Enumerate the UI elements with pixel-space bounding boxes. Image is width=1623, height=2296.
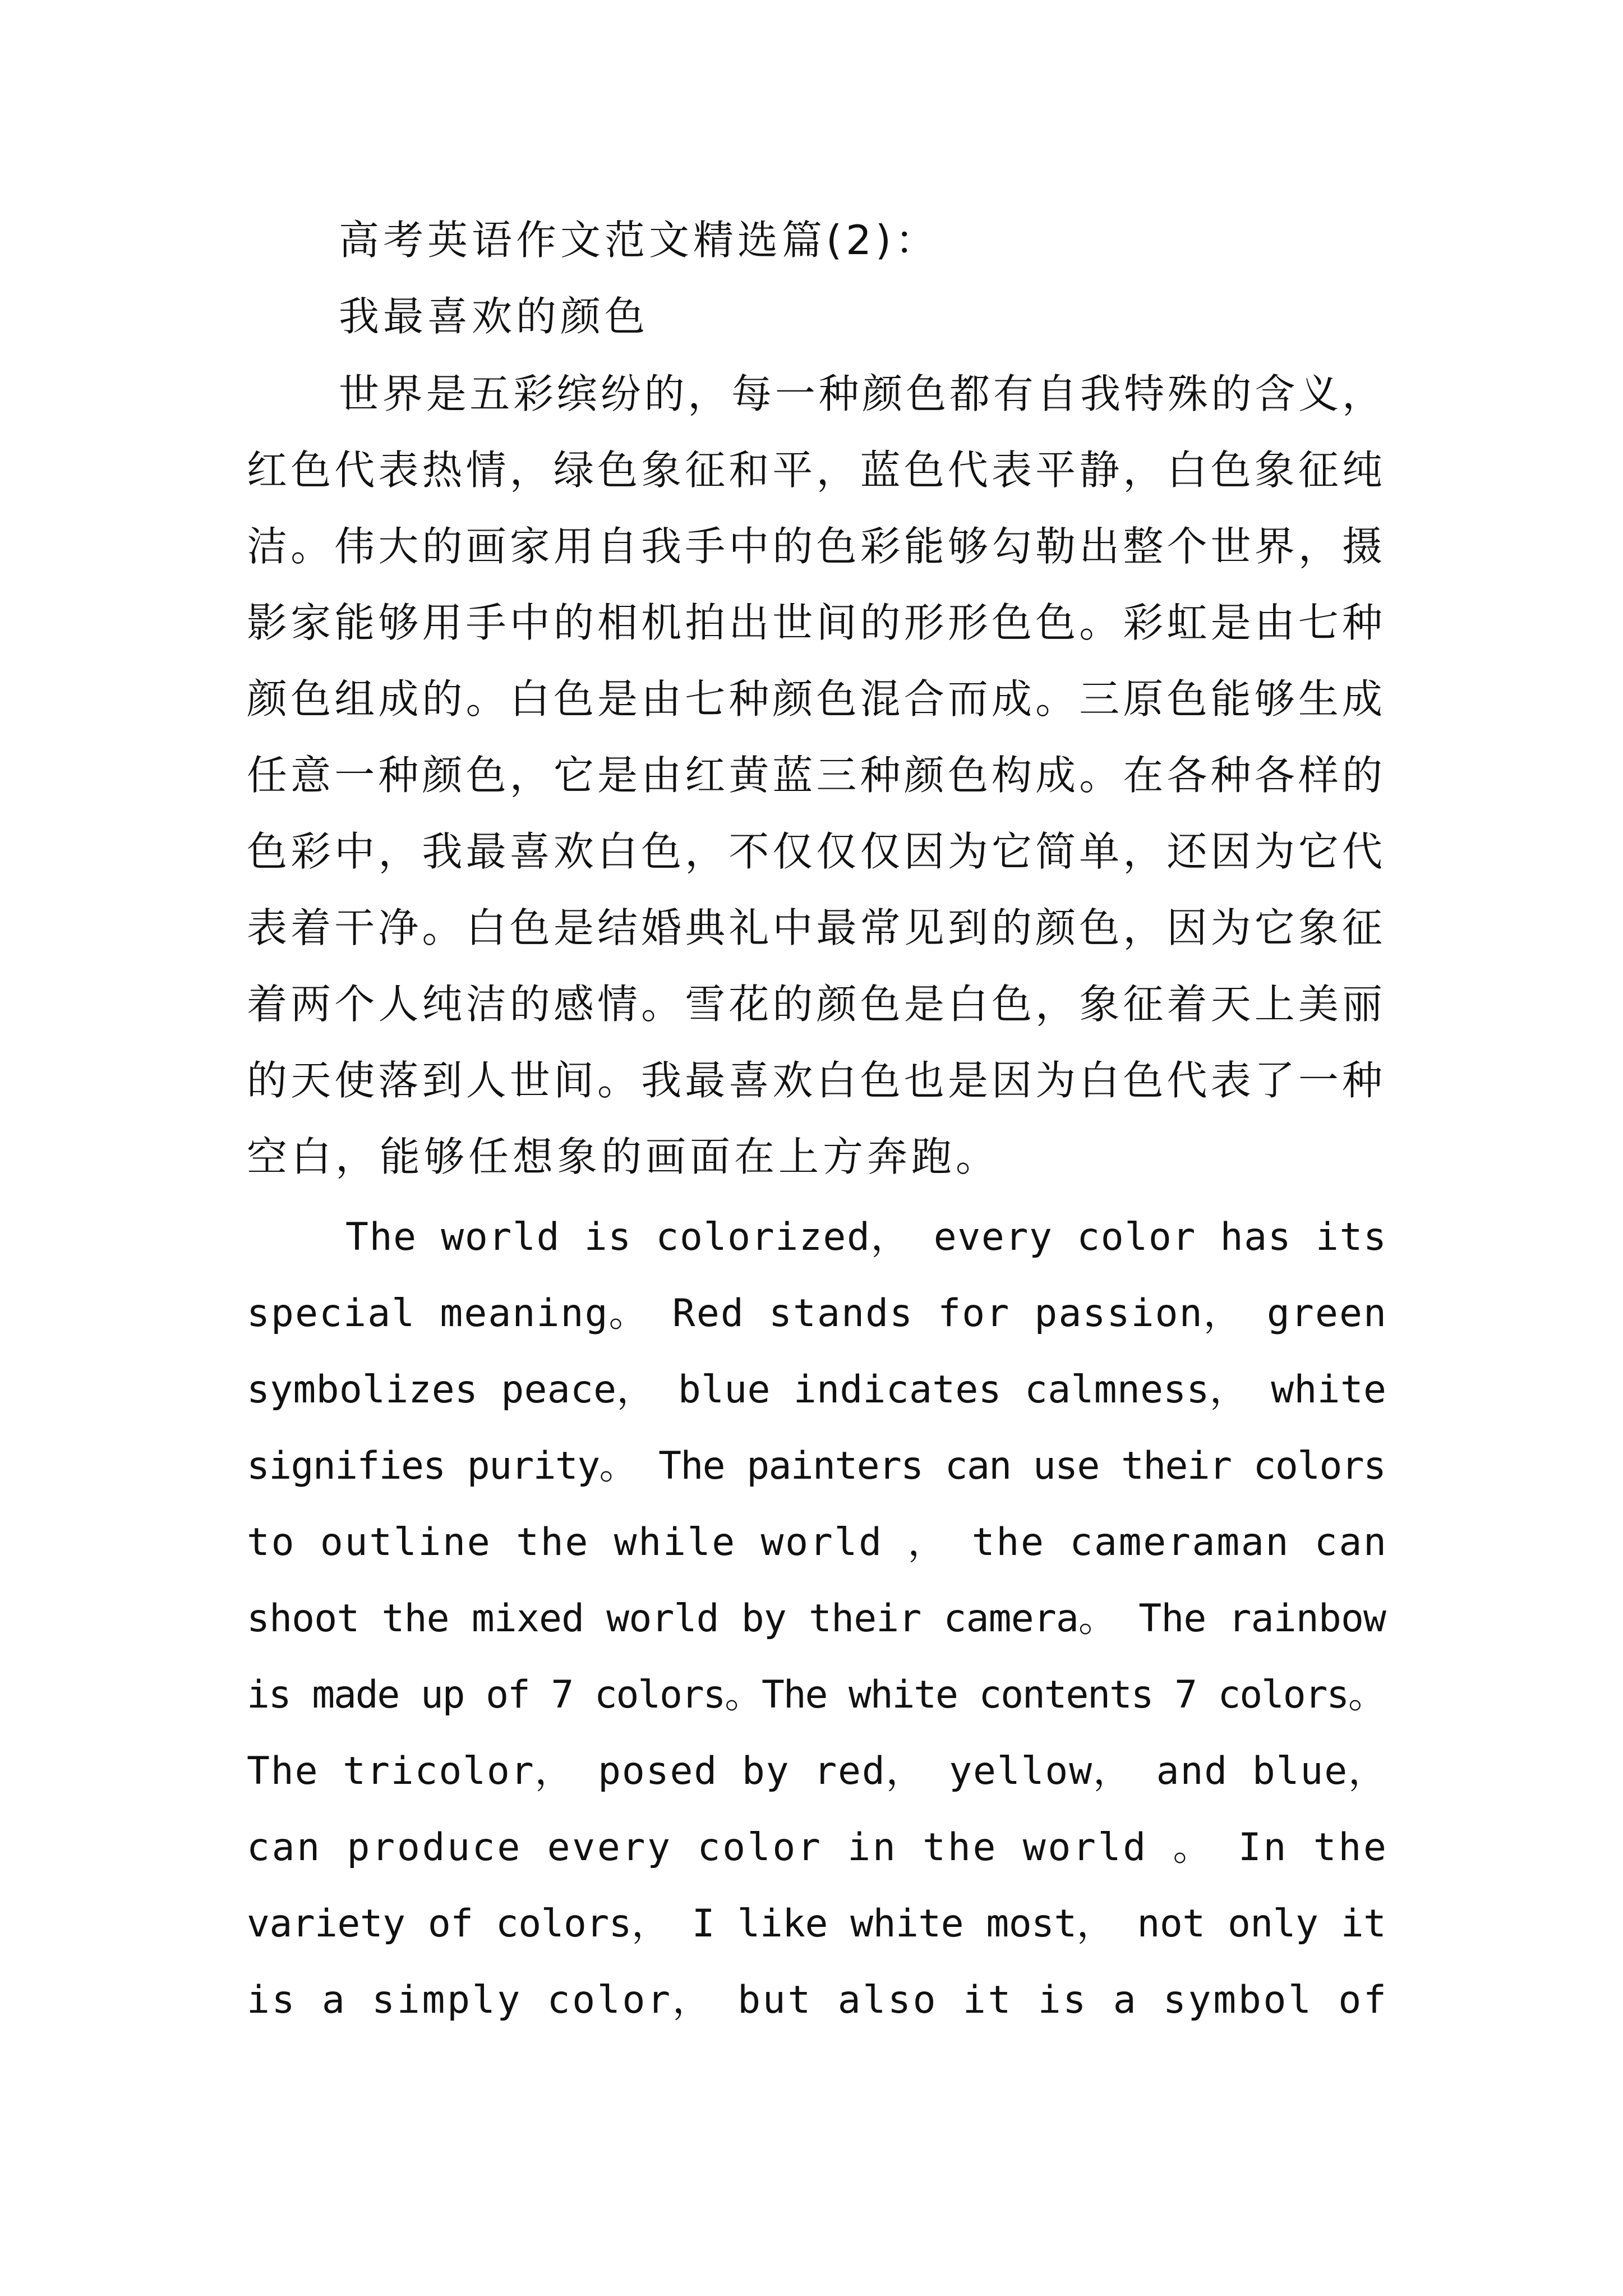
english-line: can produce every color in the world 。 In the (247, 1825, 1389, 1870)
chinese-line: 红色代表热情，绿色象征和平，蓝色代表平静，白色象征纯 (247, 447, 1386, 494)
english-line: The tricolor， posed by red， yellow， and blue， (247, 1749, 1387, 1793)
english-line: is a simply color， but also it is a symbol of (247, 1978, 1389, 2022)
english-line: The world is colorized， every color has its (345, 1215, 1387, 1259)
chinese-line: 空白，能够任想象的画面在上方奔跑。 (247, 1133, 1000, 1180)
english-line: signifies purity。 The painters can use their colors (247, 1444, 1386, 1488)
chinese-line: 颜色组成的。白色是由七种颜色混合而成。三原色能够生成 (247, 675, 1386, 723)
english-line: shoot the mixed world by their camera。 The rainbow (247, 1596, 1386, 1641)
english-line: special meaning。 Red stands for passion， green (247, 1291, 1388, 1336)
english-line: is made up of 7 colors。The white contents 7 colors。 (247, 1673, 1385, 1717)
article-subtitle: 我最喜欢的颜色 (339, 293, 649, 340)
chinese-line: 任意一种颜色，它是由红黄蓝三种颜色构成。在各种各样的 (247, 752, 1386, 799)
chinese-line: 洁。伟大的画家用自我手中的色彩能够勾勒出整个世界，摄 (247, 523, 1386, 570)
chinese-line: 的天使落到人世间。我最喜欢白色也是因为白色代表了一种 (247, 1057, 1386, 1104)
chinese-line: 着两个人纯洁的感情。雪花的颜色是白色，象征着天上美丽 (247, 981, 1386, 1028)
english-line: symbolizes peace， blue indicates calmness， white (247, 1368, 1387, 1412)
chinese-line: 世界是五彩缤纷的，每一种颜色都有自我特殊的含义， (339, 370, 1386, 417)
english-line: to outline the while world ， the cameraman can (247, 1520, 1388, 1565)
english-line: variety of colors， I like white most， not only it (247, 1902, 1386, 1946)
article-heading: 高考英语作文范文精选篇(2)： (339, 217, 939, 264)
chinese-line: 色彩中，我最喜欢白色，不仅仅仅因为它简单，还因为它代 (247, 828, 1386, 875)
chinese-line: 影家能够用手中的相机拍出世间的形形色色。彩虹是由七种 (247, 599, 1386, 646)
chinese-line: 表着干净。白色是结婚典礼中最常见到的颜色，因为它象征 (247, 904, 1386, 951)
